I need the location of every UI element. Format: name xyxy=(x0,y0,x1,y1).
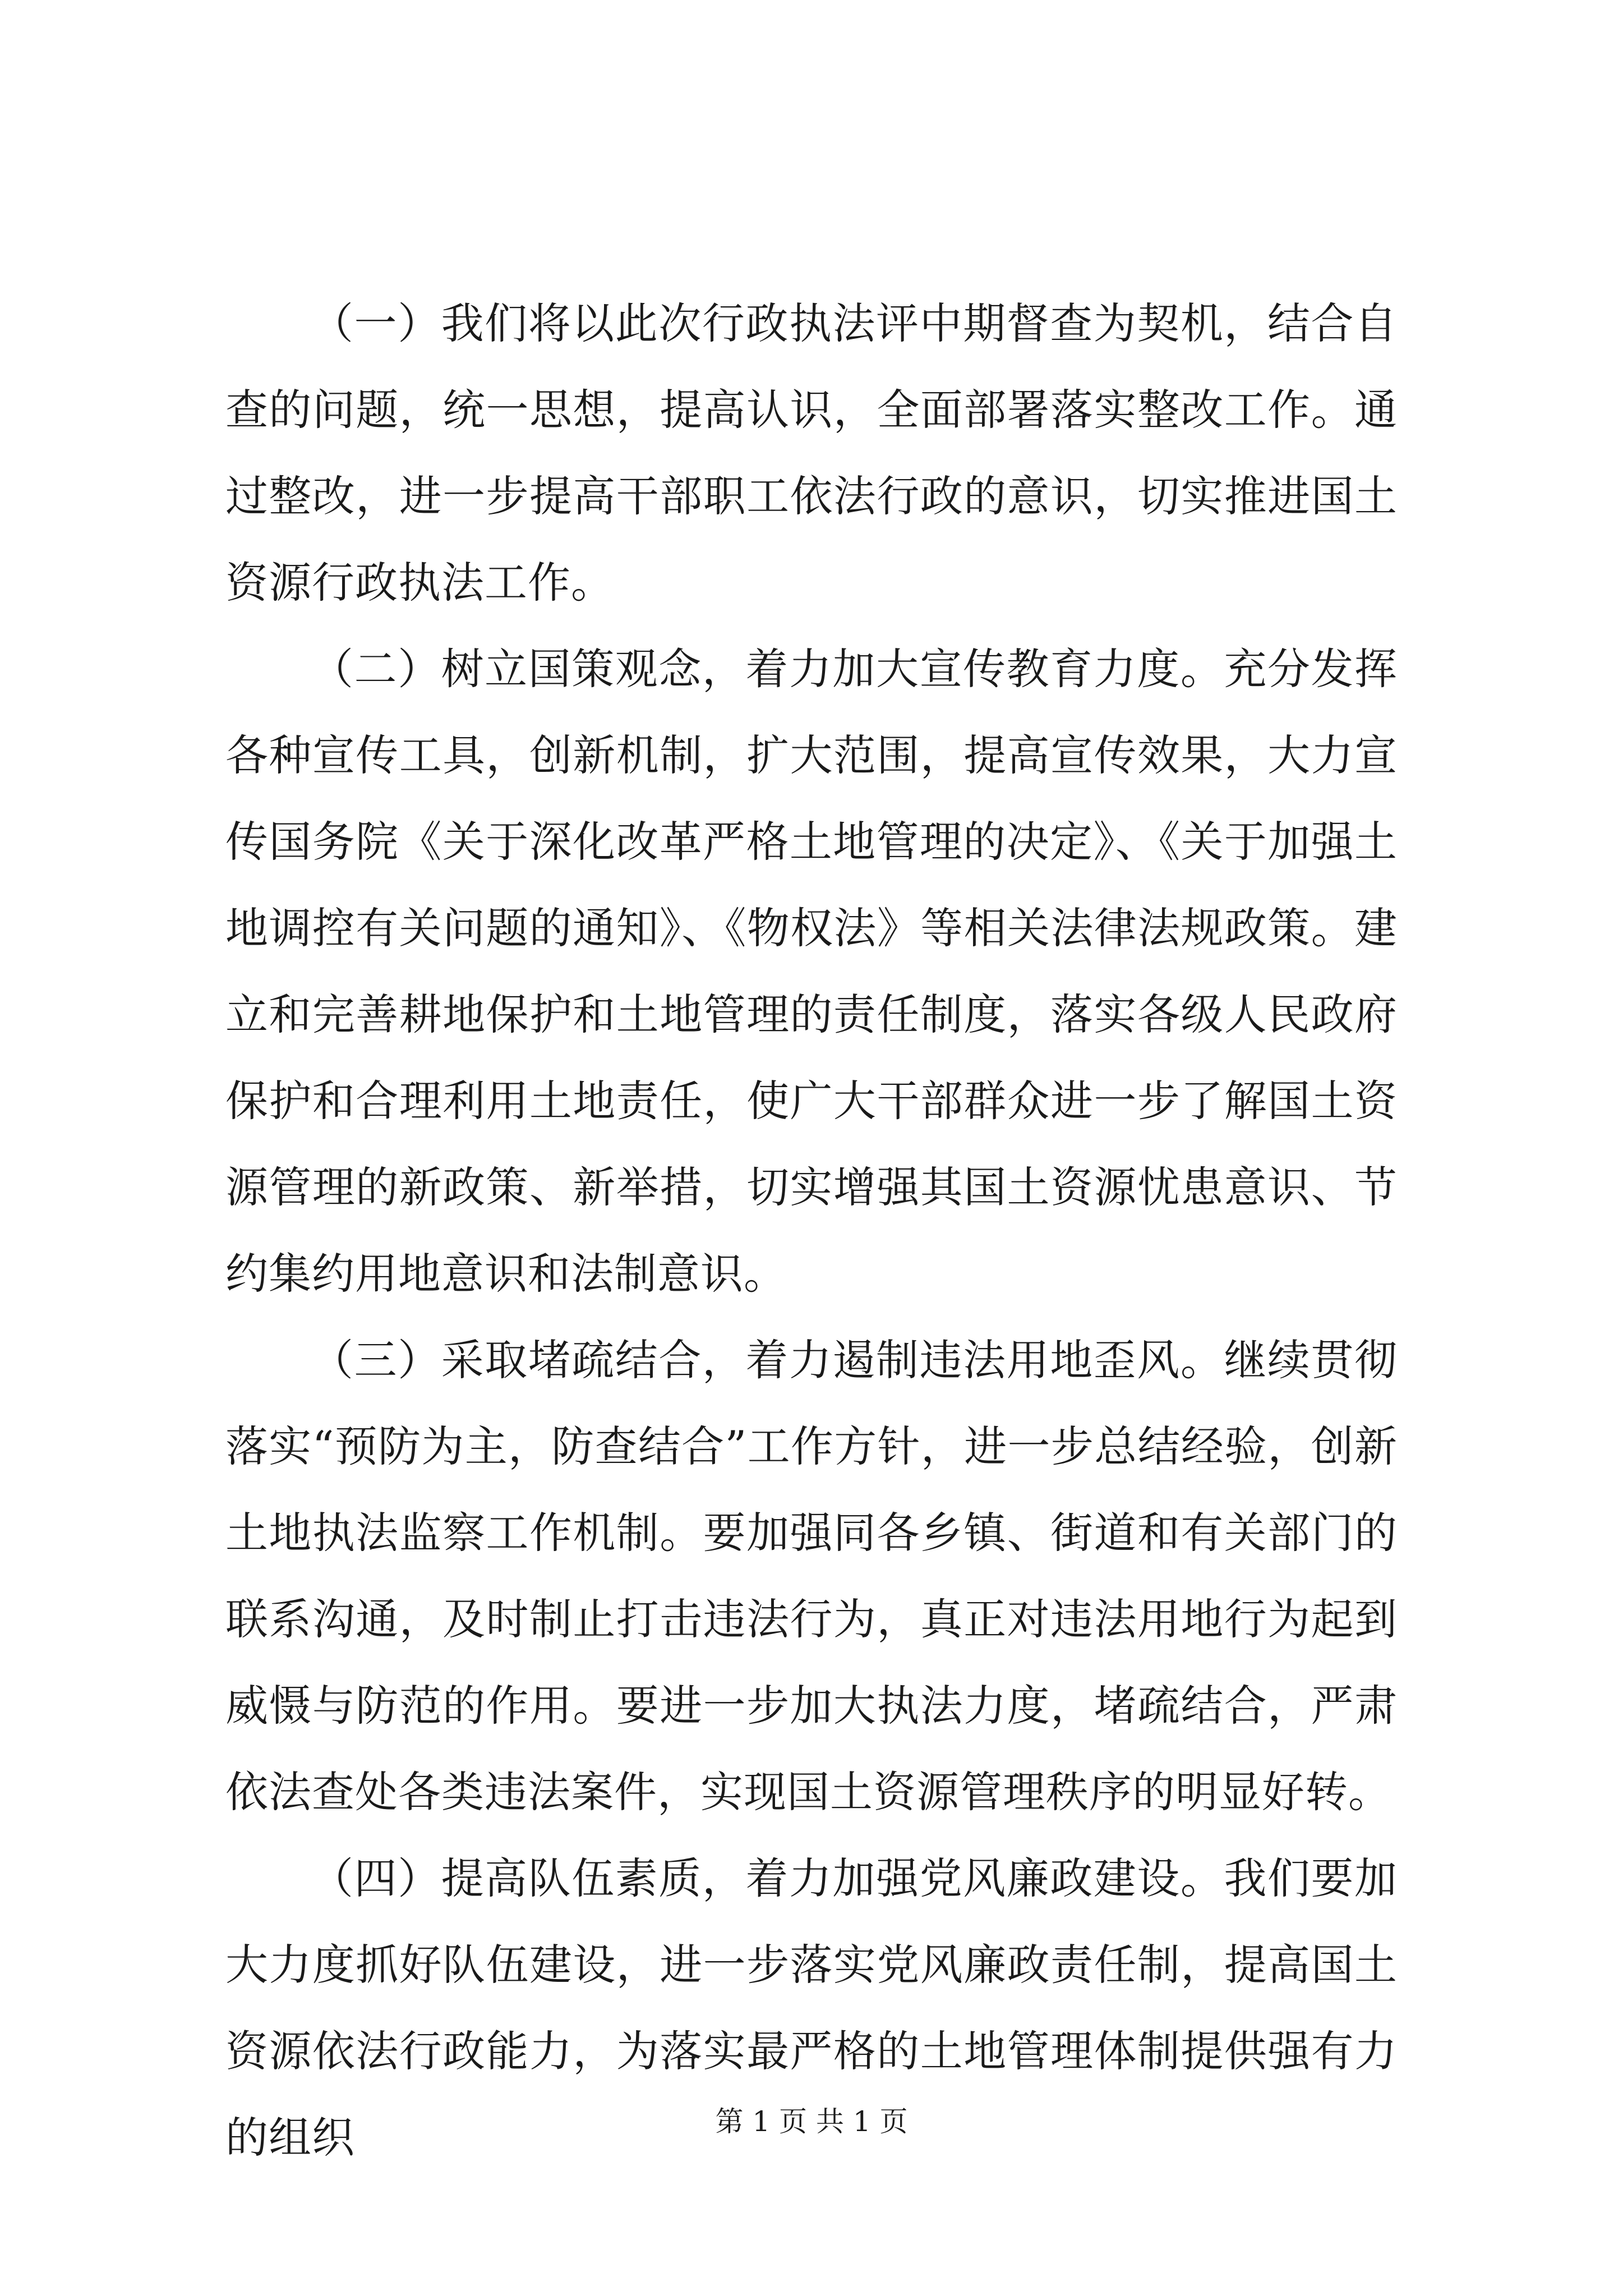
paragraph-3: （三）采取堵疏结合，着力遏制违法用地歪风。继续贯彻落实“预防为主，防查结合”工作方针，进一步总结经验，创新土地执法监察工作机制。要加强同各乡镇、街道和有关部门的联系沟通，及时制止打击违法行为，真正对违法用地行为起到威慑与防范的作用。要进一步加大执法力度，堵疏结合，严肃依法查处各类违法案件，实现国土资源管理秩序的明显好转。 xyxy=(225,1335,1398,1817)
page-footer: 第 1 页 共 1 页 xyxy=(715,2105,908,2138)
paragraph-2: （二）树立国策观念，着力加大宣传教育力度。充分发挥各种宣传工具，创新机制，扩大范围，提高宣传效果，大力宣传国务院《关于深化改革严格土地管理的决定》、《关于加强土地调控有关问题的通知》、《物权法》等相关法律法规政策。建立和完善耕地保护和土地管理的责任制度，落实各级人民政府保护和合理利用土地责任，使广大干部群众进一步了解国土资源管理的新政策、新举措，切实增强其国土资源忧患意识、节约集约用地意识和法制意识。 xyxy=(225,644,1398,1299)
paragraph-4: （四）提高队伍素质，着力加强党风廉政建设。我们要加大力度抓好队伍建设，进一步落实党风廉政责任制，提高国土资源依法行政能力，为落实最严格的土地管理体制提供强有力的组织 xyxy=(225,1853,1398,2162)
document-body xyxy=(225,280,1398,2181)
paragraph-1: （一）我们将以此次行政执法评中期督查为契机，结合自查的问题，统一思想，提高认识，全面部署落实整改工作。通过整改，进一步提高干部职工依法行政的意识，切实推进国土资源行政执法工作。 xyxy=(225,298,1398,608)
